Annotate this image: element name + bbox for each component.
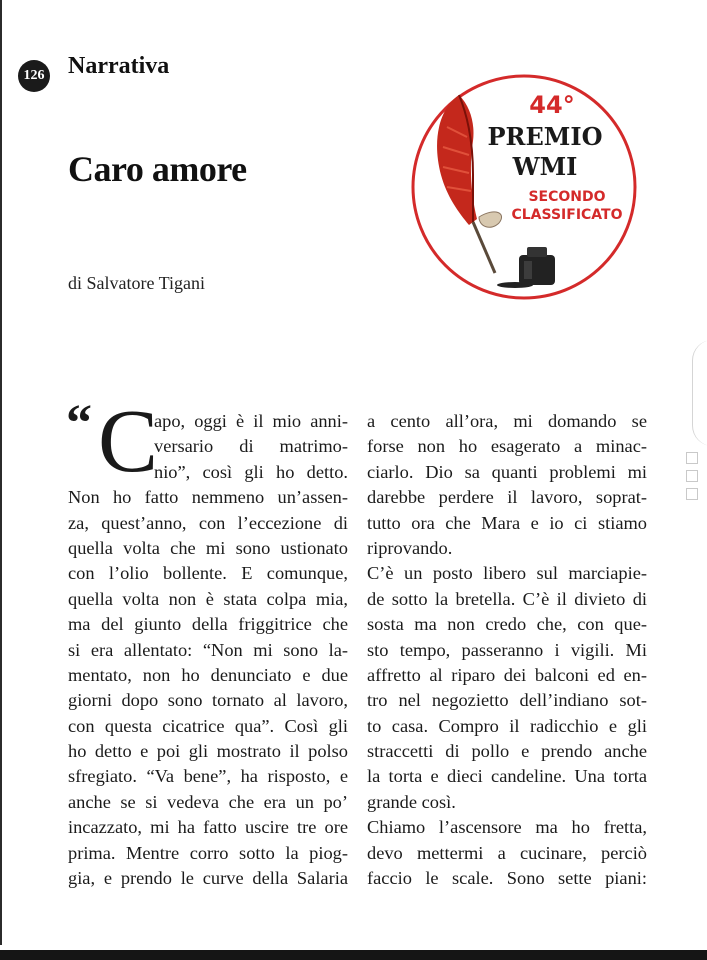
text-line: devo mettermi a cucinare, perciò	[367, 842, 647, 863]
text-line: forse non ho esagerato a minac-	[367, 436, 647, 457]
article-byline: di Salvatore Tigani	[68, 273, 206, 293]
award-badge	[407, 67, 637, 303]
text-line: sosta ma non credo che, con que-	[367, 614, 647, 635]
bottom-border	[0, 950, 707, 960]
thumbnail-handle[interactable]	[686, 470, 698, 482]
text-line: gia, e prendo le curve della Salaria	[68, 868, 348, 889]
badge-premio: PREMIO	[487, 122, 603, 151]
badge-classificato: CLASSIFICATO	[511, 207, 623, 223]
thumbnail-handle[interactable]	[686, 488, 698, 500]
article-column-right	[367, 409, 647, 891]
text-line: grande così.	[367, 791, 456, 812]
badge-secondo: SECONDO	[528, 189, 606, 205]
text-line: mentato, non ho denunciato e due	[68, 664, 348, 685]
text-line: Chiamo l’ascensore ma ho fretta,	[367, 817, 647, 838]
text-line: affretto al riparo dei balconi ed en-	[367, 664, 647, 685]
text-line: riprovando.	[367, 537, 453, 558]
text-line: sto tempo, passeranno i vigili. Mi	[367, 639, 647, 660]
text-line: sfregiato. “Va bene”, ha risposto, e	[68, 766, 348, 787]
text-line: Non ho fatto nemmeno un’assen-	[68, 487, 348, 508]
drop-cap: C	[98, 392, 159, 491]
text-line: darebbe perdere il lavoro, soprat-	[367, 487, 647, 508]
thumbnail-handle[interactable]	[686, 452, 698, 464]
section-title: Narrativa	[68, 53, 170, 79]
text-line: za, quest’anno, con l’eccezione di	[68, 512, 348, 533]
text-line: a cento all’ora, mi domando se	[367, 411, 647, 431]
text-line: quella volta non è stata colpa mia,	[68, 588, 348, 609]
text-line: con questa cicatrice qua”. Così gli	[68, 715, 348, 736]
text-line: si era allentato: “Non mi sono la-	[68, 639, 348, 660]
page-number: 126	[18, 60, 50, 92]
badge-edition: 44°	[529, 91, 575, 119]
article-title: Caro amore	[68, 149, 247, 189]
text-line: to casa. Compro il radicchio e gli	[367, 715, 647, 736]
text-line: prima. Mentre corro sotto la piog-	[68, 842, 348, 863]
text-line: giorni dopo sono tornato al lavoro,	[68, 690, 348, 711]
article-column-left	[68, 409, 348, 891]
page-thumbnail-strip[interactable]	[686, 452, 702, 506]
text-line: ho detto e poi gli mostrato il polso	[68, 741, 348, 762]
text-line: tutto ora che Mara e io ci stiamo	[367, 512, 647, 533]
scroll-edge-indicator	[692, 340, 707, 446]
text-line: apo, oggi è il mio anni-	[154, 411, 348, 431]
badge-wmi: WMI	[512, 152, 578, 181]
text-line: ciarlo. Dio sa quanti problemi mi	[367, 461, 647, 482]
text-line: anche se si vedeva che era un po’	[68, 791, 348, 812]
page-left-border	[0, 0, 2, 945]
text-line: C’è un posto libero sul marciapie-	[367, 563, 647, 584]
text-line: straccetti di pollo e prendo anche	[367, 741, 647, 762]
text-line: incazzato, mi ha fatto uscire tre ore	[68, 817, 348, 838]
text-line: nio”, così gli ho detto.	[154, 461, 348, 482]
text-line: quella volta che mi sono ustionato	[68, 537, 348, 558]
text-line: tro nel negozietto dell’indiano sot-	[367, 690, 647, 711]
text-line: de sotto la bretella. C’è il divieto di	[367, 588, 647, 609]
text-line: la torta e dieci candeline. Una torta	[367, 766, 647, 787]
text-line: ma del giunto della friggitrice che	[68, 614, 348, 635]
text-line: versario di matrimo-	[154, 436, 348, 457]
text-line: con l’olio bollente. E comunque,	[68, 563, 348, 584]
opening-quote-mark: “	[66, 395, 92, 452]
text-line: faccio le scale. Sono sette piani:	[367, 868, 647, 889]
